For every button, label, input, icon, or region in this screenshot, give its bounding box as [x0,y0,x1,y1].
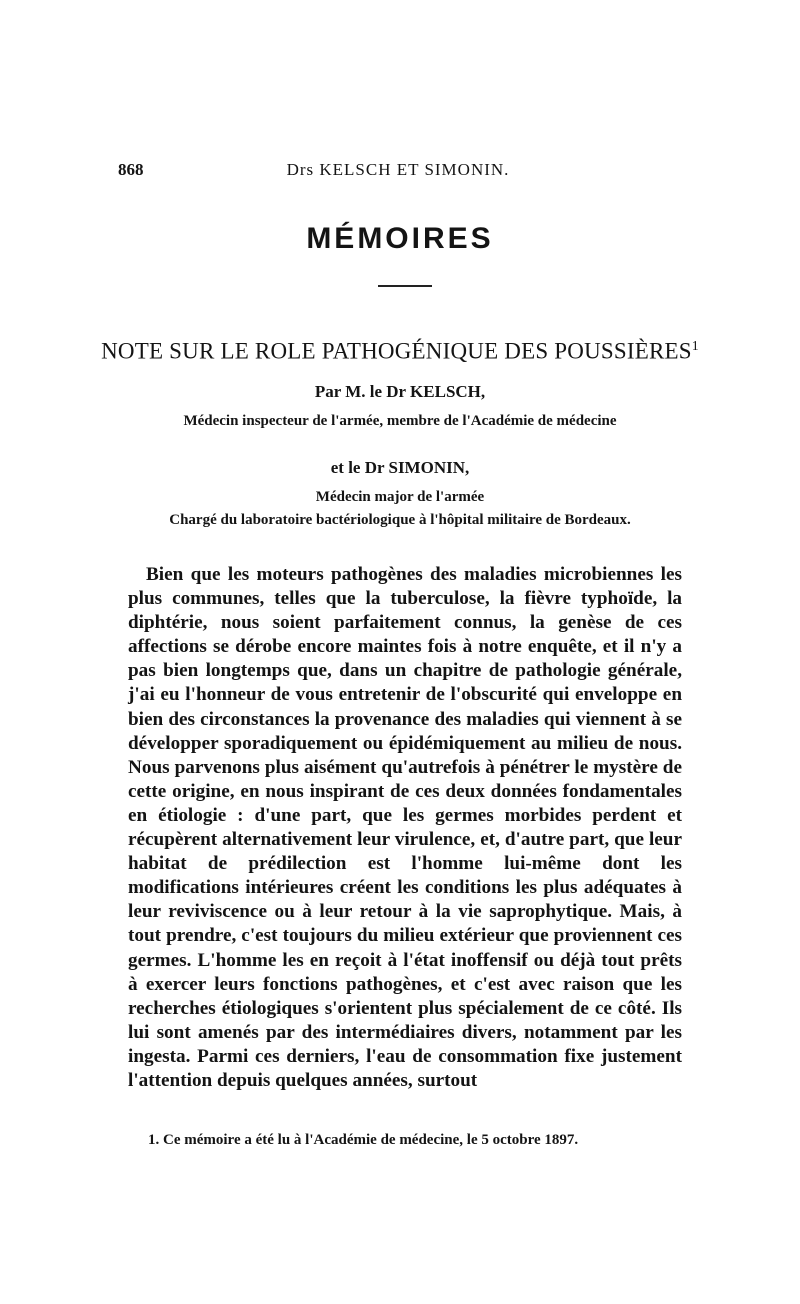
author-secondary-role-2: Chargé du laboratoire bactériologique à l'hôpital militaire de Bordeaux. [169,512,631,528]
running-title: Drs KELSCH ET SIMONIN. [286,160,510,179]
footnote: 1. Ce mémoire a été lu à l'Académie de médecine, le 5 octobre 1897. [148,1132,579,1148]
article-title-text: NOTE SUR LE ROLE PATHOGÉNIQUE DES POUSSIÈRES [101,338,692,364]
author-primary-role: Médecin inspecteur de l'armée, membre de l'Académie de médecine [183,413,617,429]
body-paragraph: Bien que les moteurs pathogènes des maladies microbiennes les plus communes, telles que la tuberculose, la fièvre typhoïde, la diphtérie, nous soient parfaitement connus, la genèse de ces affections se dérobe encore maintes fois à notre enquête, et il n'y a pas bien longtemps que, dans un chapitre de pathologie générale, j'ai eu l'honneur de vous entretenir de l'obscurité qui enveloppe en bien des circonstances la provenance des maladies qui viennent à se développer sporadiquement ou épidémiquement au milieu de nous. Nous parvenons plus aisément qu'autrefois à pénétrer le mystère de cette origine, en nous inspirant de ces deux données fondamentales en étiologie : d'une part, que les germes morbides perdent et récupèrent alternativement leur virulence, et, d'autre part, que leur habitat de prédilection est l'homme lui-même dont les modifications intérieures créent les conditions les plus adéquates à leur reviviscence ou à leur retour à la vie saprophytique. Mais, à tout prendre, c'est toujours du milieu extérieur que proviennent ces germes. L'homme les en reçoit à l'état inoffensif ou déjà tout prêts à exercer leurs fonctions pathogènes, et c'est avec raison que les recherches étiologiques s'orientent plus spécialement de ce côté. Ils lui sont amenés par des intermédiaires divers, notamment par les ingesta. Parmi ces derniers, l'eau de consommation fixe justement l'attention depuis quelques années, surtout [128,564,682,1091]
running-head [118,160,678,182]
author-secondary-role-1: Médecin major de l'armée [315,489,485,505]
author-primary: Par M. le Dr KELSCH, [314,382,486,401]
article-title [0,338,800,365]
section-heading: MÉMOIRES [306,222,494,255]
footnote-marker: 1 [691,338,699,353]
section-divider [378,285,432,287]
author-secondary: et le Dr SIMONIN, [330,458,470,477]
page-number: 868 [118,160,144,179]
